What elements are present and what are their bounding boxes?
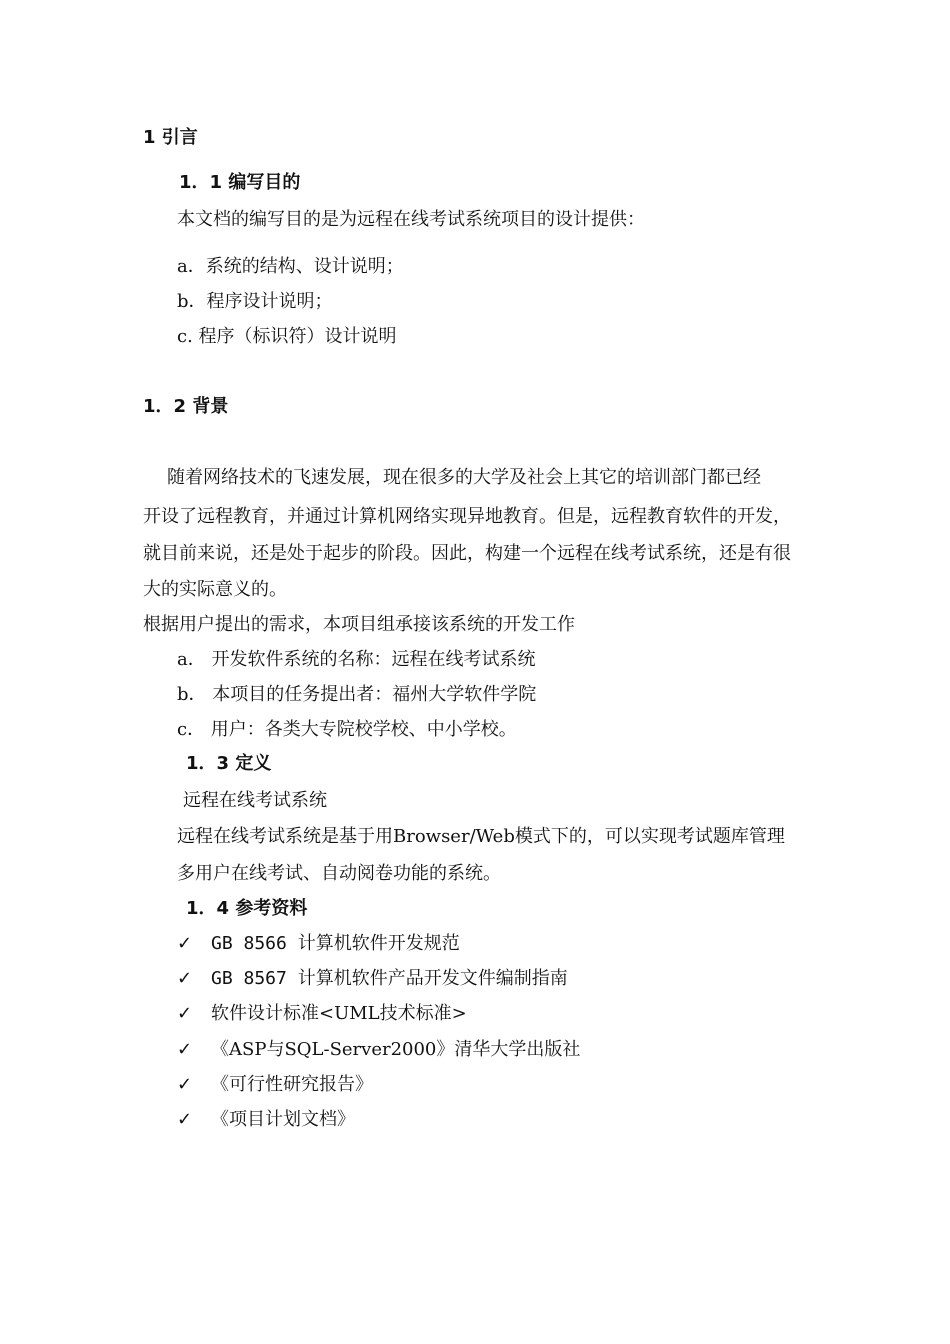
checkmark-icon: ✓ <box>177 1039 193 1060</box>
checkmark-icon: ✓ <box>177 933 193 954</box>
reference-text: 软件设计标准<UML技术标准> <box>211 1003 467 1024</box>
heading-purpose: 1．1 编写目的 <box>179 172 301 193</box>
background-paragraph-line: 大的实际意义的。 <box>143 579 287 600</box>
purpose-item: b．程序设计说明； <box>177 291 333 312</box>
reference-item <box>177 932 460 956</box>
reference-item <box>177 1002 467 1026</box>
heading-definition: 1．3 定义 <box>186 753 272 774</box>
reference-text: GB 8567 计算机软件产品开发文件编制指南 <box>211 968 568 989</box>
reference-text: 《可行性研究报告》 <box>211 1074 373 1095</box>
definition-term: 远程在线考试系统 <box>183 790 327 811</box>
reference-item <box>177 1108 355 1132</box>
checkmark-icon: ✓ <box>177 1109 193 1130</box>
checkmark-icon: ✓ <box>177 1074 193 1095</box>
background-item: b． 本项目的任务提出者：福州大学软件学院 <box>177 684 537 705</box>
checkmark-icon: ✓ <box>177 968 193 989</box>
reference-item <box>177 1038 580 1062</box>
checkmark-icon: ✓ <box>177 1003 193 1024</box>
reference-text: 《ASP与SQL-Server2000》清华大学出版社 <box>211 1039 581 1060</box>
background-paragraph-line: 就目前来说，还是处于起步的阶段。因此，构建一个远程在线考试系统，还是有很 <box>143 543 791 564</box>
purpose-item: a．系统的结构、设计说明； <box>177 256 404 277</box>
purpose-intro: 本文档的编写目的是为远程在线考试系统项目的设计提供： <box>177 209 645 230</box>
heading-introduction: 1 引言 <box>143 127 198 148</box>
definition-line: 多用户在线考试、自动阅卷功能的系统。 <box>177 863 501 884</box>
background-requirement: 根据用户提出的需求，本项目组承接该系统的开发工作 <box>143 614 575 635</box>
heading-background: 1．2 背景 <box>143 396 229 417</box>
reference-item <box>177 967 568 991</box>
reference-text: GB 8566 计算机软件开发规范 <box>211 933 460 954</box>
background-item: a． 开发软件系统的名称：远程在线考试系统 <box>177 649 536 670</box>
purpose-item: c. 程序（标识符）设计说明 <box>177 326 397 347</box>
reference-text: 《项目计划文档》 <box>211 1109 355 1130</box>
background-paragraph-line: 随着网络技术的飞速发展，现在很多的大学及社会上其它的培训部门都已经 <box>167 467 761 488</box>
reference-item <box>177 1073 373 1097</box>
background-item: c． 用户：各类大专院校学校、中小学校。 <box>177 719 517 740</box>
background-paragraph-line: 开设了远程教育，并通过计算机网络实现异地教育。但是，远程教育软件的开发， <box>143 506 791 527</box>
definition-line: 远程在线考试系统是基于用Browser/Web模式下的，可以实现考试题库管理 <box>177 826 785 847</box>
heading-references: 1．4 参考资料 <box>186 898 308 919</box>
